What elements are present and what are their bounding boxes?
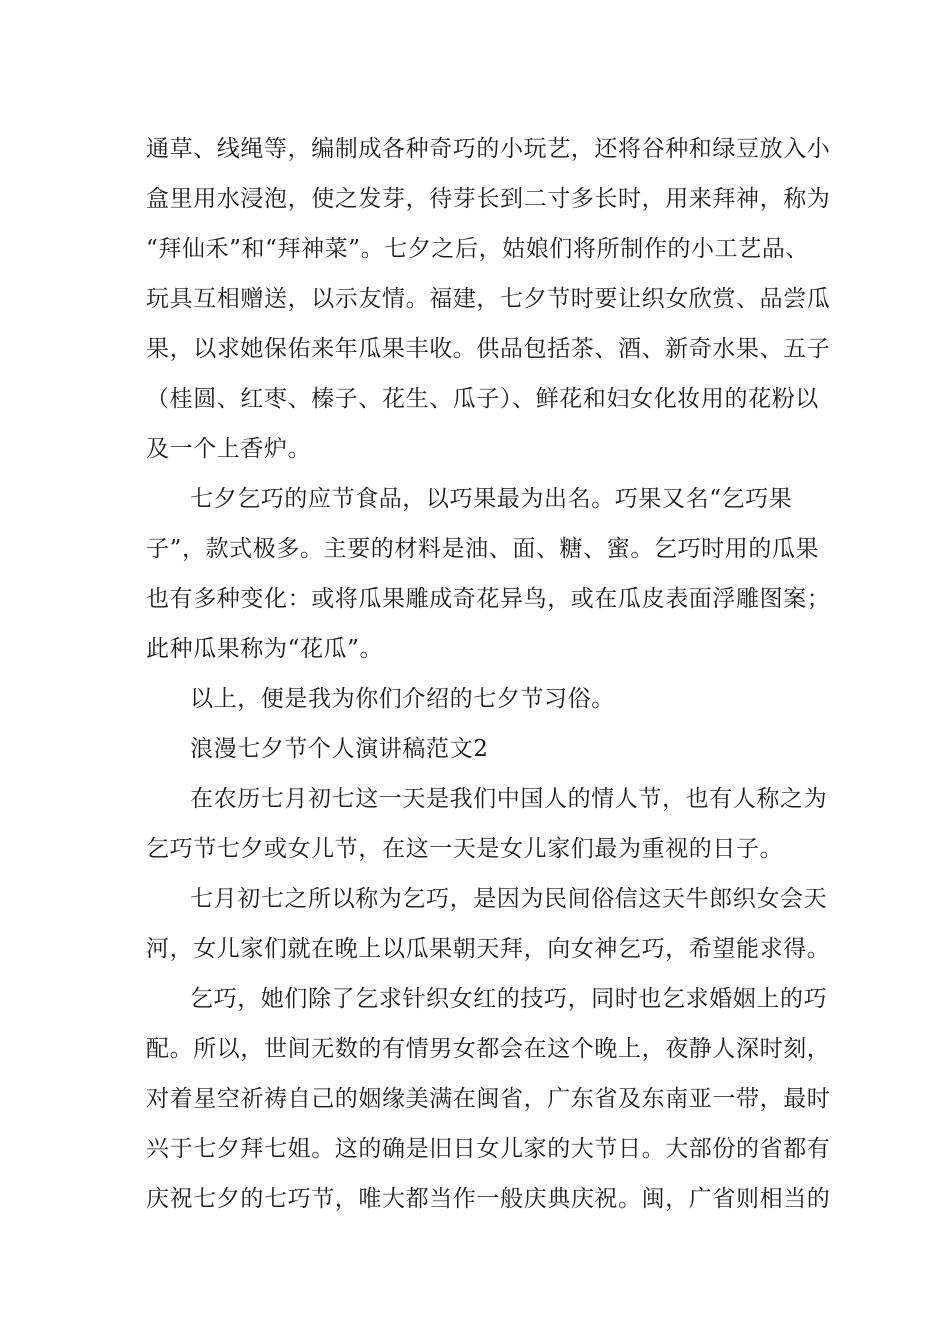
text-line: 配。所以，世间无数的有情男女都会在这个晚上，夜静人深时刻， bbox=[146, 1036, 831, 1062]
text-line: 玩具互相赠送，以示友情。福建，七夕节时要让织女欣赏、品尝瓜 bbox=[146, 286, 831, 312]
text-line: 子”，款式极多。主要的材料是油、面、糖、蜜。乞巧时用的瓜果 bbox=[146, 536, 820, 562]
paragraph-first-line: 以上，便是我为你们介绍的七夕节习俗。 bbox=[190, 686, 615, 712]
text-line: 兴于七夕拜七姐。这的确是旧日女儿家的大节日。大部份的省都有 bbox=[146, 1136, 831, 1162]
paragraph-first-line: 乞巧，她们除了乞求针织女红的技巧，同时也乞求婚姻上的巧 bbox=[190, 986, 828, 1012]
text-line: （桂圆、红枣、榛子、花生、瓜子）、鲜花和妇女化妆用的花粉以 bbox=[146, 386, 819, 412]
text-line: 河，女儿家们就在晚上以瓜果朝天拜，向女神乞巧，希望能求得。 bbox=[146, 936, 831, 962]
text-line: 庆祝七夕的七巧节，唯大都当作一般庆典庆祝。闽，广省则相当的 bbox=[146, 1186, 831, 1212]
text-line: 通草、线绳等，编制成各种奇巧的小玩艺，还将谷种和绿豆放入小 bbox=[146, 136, 831, 162]
section-heading: 浪漫七夕节个人演讲稿范文2 bbox=[190, 736, 489, 762]
text-line: 乞巧节七夕或女儿节，在这一天是女儿家们最为重视的日子。 bbox=[146, 836, 784, 862]
text-line: 对着星空祈祷自己的姻缘美满在闽省，广东省及东南亚一带，最时 bbox=[146, 1086, 831, 1112]
text-line: “拜仙禾”和“拜神菜”。七夕之后，姑娘们将所制作的小工艺品、 bbox=[146, 236, 810, 262]
paragraph-first-line: 七月初七之所以称为乞巧，是因为民间俗信这天牛郎织女会天 bbox=[190, 886, 828, 912]
text-line: 此种瓜果称为“花瓜”。 bbox=[146, 636, 384, 662]
paragraph-first-line: 七夕乞巧的应节食品，以巧果最为出名。巧果又名“乞巧果 bbox=[190, 486, 793, 512]
paragraph-first-line: 在农历七月初七这一天是我们中国人的情人节，也有人称之为 bbox=[190, 786, 828, 812]
text-line: 盒里用水浸泡，使之发芽，待芽长到二寸多长时，用来拜神，称为 bbox=[146, 186, 831, 212]
text-line: 果，以求她保佑来年瓜果丰收。供品包括茶、酒、新奇水果、五子 bbox=[146, 336, 831, 362]
text-line: 及一个上香炉。 bbox=[146, 436, 312, 462]
text-line: 也有多种变化：或将瓜果雕成奇花异鸟，或在瓜皮表面浮雕图案； bbox=[146, 586, 831, 612]
